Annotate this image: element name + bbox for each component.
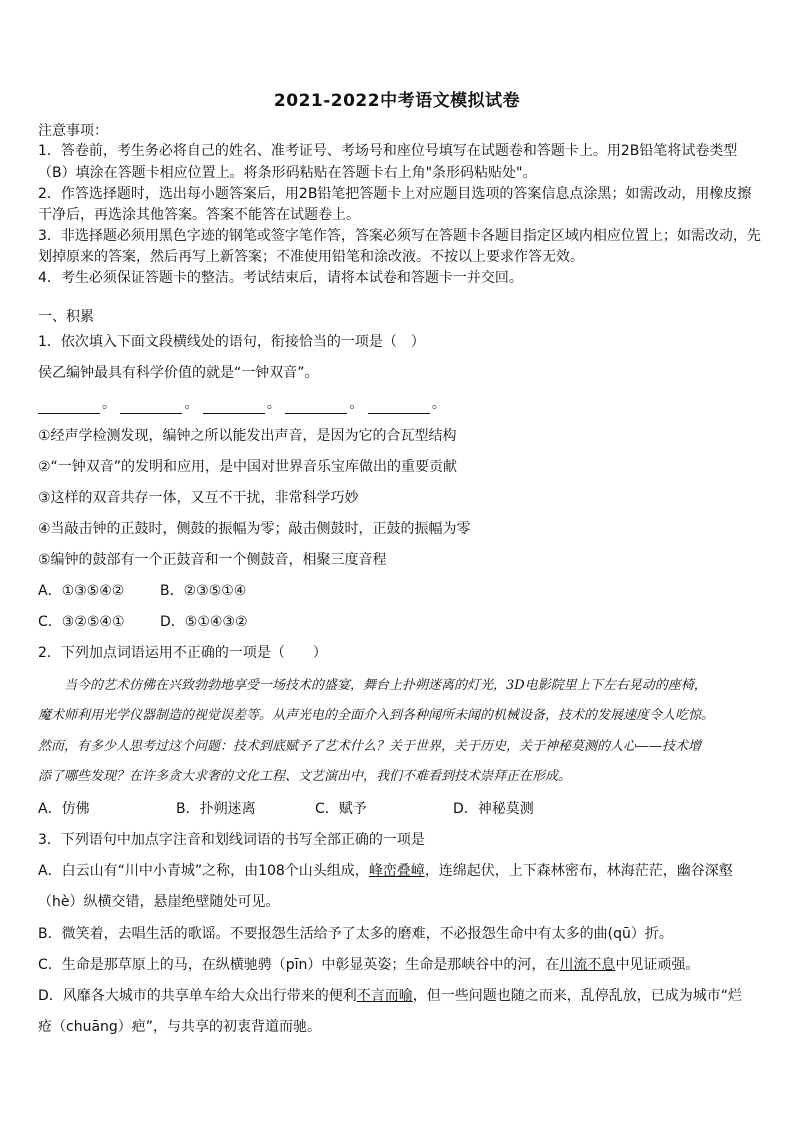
q1-item: ③这样的双音共存一体，又互不干扰，非常科学巧妙: [38, 490, 359, 506]
answer-blank[interactable]: [368, 399, 430, 414]
q1-option-d[interactable]: D．⑤①④③②: [160, 614, 248, 630]
q3-option-d-cont: 疮（chuāng）疤”，与共享的初衷背道而驰。: [38, 1019, 322, 1035]
q2-passage-line: 魔术师利用光学仪器制造的视觉误差等。从声光电的全面介入到各种闻所未闻的机械设备，技术的发展速度令人吃惊。: [38, 708, 715, 723]
q2-passage-line: 当今的艺术仿佛在兴致勃勃地享受一场技术的盛宴，舞台上扑朔迷离的灯光，3D电影院里上下左右晃动的座椅，: [64, 678, 707, 693]
q1-stem: 1．依次填入下面文段横线处的语句，衔接恰当的一项是（ ）: [38, 334, 425, 350]
q2-option-b[interactable]: B．扑朔迷离: [176, 801, 256, 817]
q2-passage-line: 然而，有多少人思考过这个问题：技术到底赋予了艺术什么？关于世界，关于历史，关于神秘莫测的人心——技术增: [38, 739, 702, 754]
q3-option-d[interactable]: D．风靡各大城市的共享单车给大众出行带来的便利不言而喻，但一些问题也随之而来，乱停乱放，已成为城市“烂: [38, 988, 743, 1004]
q2-stem: 2．下列加点词语运用不正确的一项是（ ）: [38, 645, 327, 661]
notes-heading: 注意事项：: [38, 123, 108, 139]
notes-line: 干净后，再选涂其他答案。答案不能答在试题卷上。: [38, 207, 360, 223]
notes-line: （B）填涂在答题卡相应位置上。将条形码粘贴在答题卡右上角"条形码粘贴处"。: [38, 165, 537, 181]
section-heading: 一、积累: [38, 309, 94, 325]
q1-blanks: 。 。 。 。 。: [38, 394, 446, 414]
q2-option-d[interactable]: D．神秘莫测: [453, 801, 534, 817]
q1-option-c[interactable]: C．③②⑤④①: [38, 614, 125, 630]
q2-passage-line: 添了哪些发现？在许多贪大求奢的文化工程、文艺演出中，我们不难看到技术崇拜正在形成。: [38, 769, 572, 784]
q3-option-a-cont: （hè）纵横交错，悬崖绝壁随处可见。: [38, 894, 280, 910]
q1-item: ⑤编钟的鼓部有一个正鼓音和一个侧鼓音，相聚三度音程: [38, 552, 387, 568]
answer-blank[interactable]: [285, 399, 347, 414]
q1-item: ①经声学检测发现，编钟之所以能发出声音，是因为它的合瓦型结构: [38, 428, 457, 444]
notes-line: 划掉原来的答案，然后再写上新答案；不准使用铅笔和涂改液。不按以上要求作答无效。: [38, 249, 584, 265]
notes-line: 2．作答选择题时，选出每小题答案后，用2B铅笔把答题卡上对应题目选项的答案信息点涂黑；如需改动，用橡皮擦: [38, 186, 752, 202]
q3-stem: 3．下列语句中加点字注音和划线词语的书写全部正确的一项是: [38, 832, 425, 848]
q3-option-b[interactable]: B．微笑着，去唱生活的歌谣。不要报怨生活给予了太多的磨难，不必报怨生命中有太多的曲(qū）折。: [38, 926, 673, 942]
q1-option-b[interactable]: B．②③⑤①④: [160, 583, 247, 599]
underlined-word: 川流不息: [559, 957, 616, 973]
q2-option-c[interactable]: C．赋予: [315, 801, 367, 817]
notes-line: 4．考生必须保证答题卡的整洁。考试结束后，请将本试卷和答题卡一并交回。: [38, 270, 523, 286]
q2-option-a[interactable]: A．仿佛: [38, 801, 90, 817]
q1-option-a[interactable]: A．①③⑤④②: [38, 583, 125, 599]
q1-item: ④当敲击钟的正鼓时，侧鼓的振幅为零；敲击侧鼓时，正鼓的振幅为零: [38, 521, 471, 537]
answer-blank[interactable]: [38, 399, 100, 414]
q1-item: ②“一钟双音”的发明和应用，是中国对世界音乐宝库做出的重要贡献: [38, 459, 458, 475]
notes-line: 1．答卷前，考生务必将自己的姓名、准考证号、考场号和座位号填写在试题卷和答题卡上。用2B铅笔将试卷类型: [38, 143, 738, 159]
q3-option-a[interactable]: A．白云山有“川中小青城”之称，由108个山头组成，峰峦叠嶂，连绵起伏，上下森林密布，林海茫茫，幽谷深壑: [38, 863, 733, 879]
underlined-word: 峰峦叠嶂: [368, 863, 425, 879]
page-title: 2021-2022中考语文模拟试卷: [273, 91, 521, 111]
underlined-word: 不言而喻: [356, 988, 413, 1004]
answer-blank[interactable]: [203, 399, 265, 414]
notes-line: 3．非选择题必须用黑色字迹的钢笔或签字笔作答，答案必须写在答题卡各题目指定区域内相应位置上；如需改动，先: [38, 228, 761, 244]
answer-blank[interactable]: [120, 399, 182, 414]
q1-intro: 侯乙编钟最具有科学价值的就是“一钟双音”。: [38, 365, 319, 381]
q3-option-c[interactable]: C．生命是那草原上的马，在纵横驰骋（pīn）中彰显英姿；生命是那峡谷中的河，在川流不息中见证顽强。: [38, 957, 700, 973]
